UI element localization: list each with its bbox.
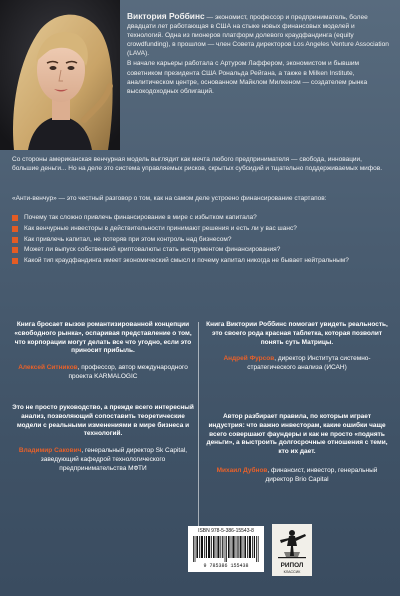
question-text: Как привлечь капитал, не потеряв при этом контроль над бизнесом? xyxy=(24,235,232,243)
quote-block xyxy=(206,321,388,373)
barcode-digits: 9 785386 155438 xyxy=(203,563,249,569)
orange-square-bullet-icon xyxy=(12,258,18,264)
quote-author: Андрей Фурсов xyxy=(223,355,275,363)
question-text: Как венчурные инвесторы в действительности принимают решения и есть ли у вас шанс? xyxy=(24,224,297,232)
intro-paragraph: Со стороны американская венчурная модель выглядит как мечта любого предпринимателя — свобода, инновации, большие деньги... Но на деле это система управляемых рисков, скрытых субсидий и тщательно поддерживаемых мифов. xyxy=(12,156,383,172)
list-item xyxy=(12,236,388,245)
quote-author: Михаил Дубнов xyxy=(216,466,268,474)
quote-attribution xyxy=(12,447,194,473)
quote-author-role: , генеральный директор Sk Capital, заведующий кафедрой технологического предпринимательства МФТИ xyxy=(40,447,188,472)
quote-block xyxy=(206,413,388,485)
quote-block xyxy=(12,321,194,382)
book-intro-lead xyxy=(12,187,388,209)
orange-square-bullet-icon xyxy=(12,215,18,221)
quote-author-role: , финансист, инвестор, генеральный директор Brio Capital xyxy=(265,466,378,483)
question-text: Почему так сложно привлечь финансирование в мире с избытком капитала? xyxy=(24,214,257,221)
orange-square-bullet-icon xyxy=(12,226,18,232)
questions-list xyxy=(12,214,388,268)
author-name: Виктория Роббинс xyxy=(127,11,205,21)
author-photo xyxy=(0,0,120,150)
list-item xyxy=(12,214,388,223)
quote-text: Это не просто руководство, а прежде всего интересный анализ, позволяющий сопоставить теоретические модели с реальными изменениями в мире бизнеса и технологий. xyxy=(12,404,194,438)
question-text: Какой тип краудфандинга имеет экономический смысл и почему капитал никогда не бывает нейтральным? xyxy=(24,257,349,265)
quote-author: Алексей Ситников xyxy=(18,364,78,372)
author-portrait-illustration xyxy=(0,0,120,150)
quote-attribution xyxy=(206,467,388,485)
quote-text: Книга Виктории Роббинс помогает увидеть реальность, это своего рода красная таблетка, которая позволит понять суть Матрицы. xyxy=(206,321,388,346)
author-bio xyxy=(127,12,389,97)
orange-square-bullet-icon xyxy=(12,237,18,243)
publisher-logo xyxy=(272,524,312,576)
orange-square-bullet-icon xyxy=(12,247,18,253)
author-career-text: В начале карьеры работала с Артуром Лаффером, экономистом и бывшим советником президента США Рональда Рейгана, а также в Milken Institute, аналитическом центре, основанном Майклом Милкеном — создателем рынка высокодоходных облигаций. xyxy=(127,60,368,95)
list-item xyxy=(12,246,388,255)
quote-author: Владимир Сакович xyxy=(18,447,82,455)
quote-author-role: , директор Института системно-стратегического анализа (ИСАН) xyxy=(247,355,371,372)
publisher-subname: КЛАССИК xyxy=(283,570,301,574)
book-intro xyxy=(12,155,388,173)
publisher-emblem-icon xyxy=(272,524,312,576)
publisher-name: РИПОЛ xyxy=(280,562,304,569)
intro-lead-paragraph: «Анти-венчур» — это честный разговор о том, как на самом деле устроено финансирование стартапов: xyxy=(12,194,327,202)
list-item xyxy=(12,225,388,234)
quote-attribution xyxy=(206,355,388,373)
isbn-text: ISBN 978-5-386-15543-8 xyxy=(198,528,254,534)
quote-text: Книга бросает вызов романтизированной концепции «свободного рынка», оспаривая представление о том, что корпорации могут делать все что угодно, если это приносит прибыль. xyxy=(14,321,192,355)
author-bio-text: — экономист, профессор и предприниматель, более двадцати лет работающая в США на стыке новых финансовых моделей и технологий. Одна из пионеров платформ долевого краудфандинга (equity crowdfunding), в прошлом — член Совета директоров Los Angeles Venture Association (LAVA). xyxy=(127,14,389,58)
barcode-bars xyxy=(192,536,260,562)
quote-attribution xyxy=(12,364,194,382)
quote-block xyxy=(12,404,194,474)
list-item xyxy=(12,257,388,266)
isbn-barcode xyxy=(188,526,264,572)
question-text: Может ли выпуск собственной криптовалюты стать инструментом финансирования? xyxy=(24,246,281,254)
column-divider xyxy=(198,322,199,560)
quote-author-role: , профессор, автор международного проекта KARMALOGIC xyxy=(68,364,188,380)
quote-text: Автор разбирает правила, по которым играет индустрия: что важно инвесторам, какие ошибки чаще всего совершают фаундеры и как не просто «поднять деньги», а выстроить долгосрочные отношения с теми, кто их дает. xyxy=(206,413,388,456)
